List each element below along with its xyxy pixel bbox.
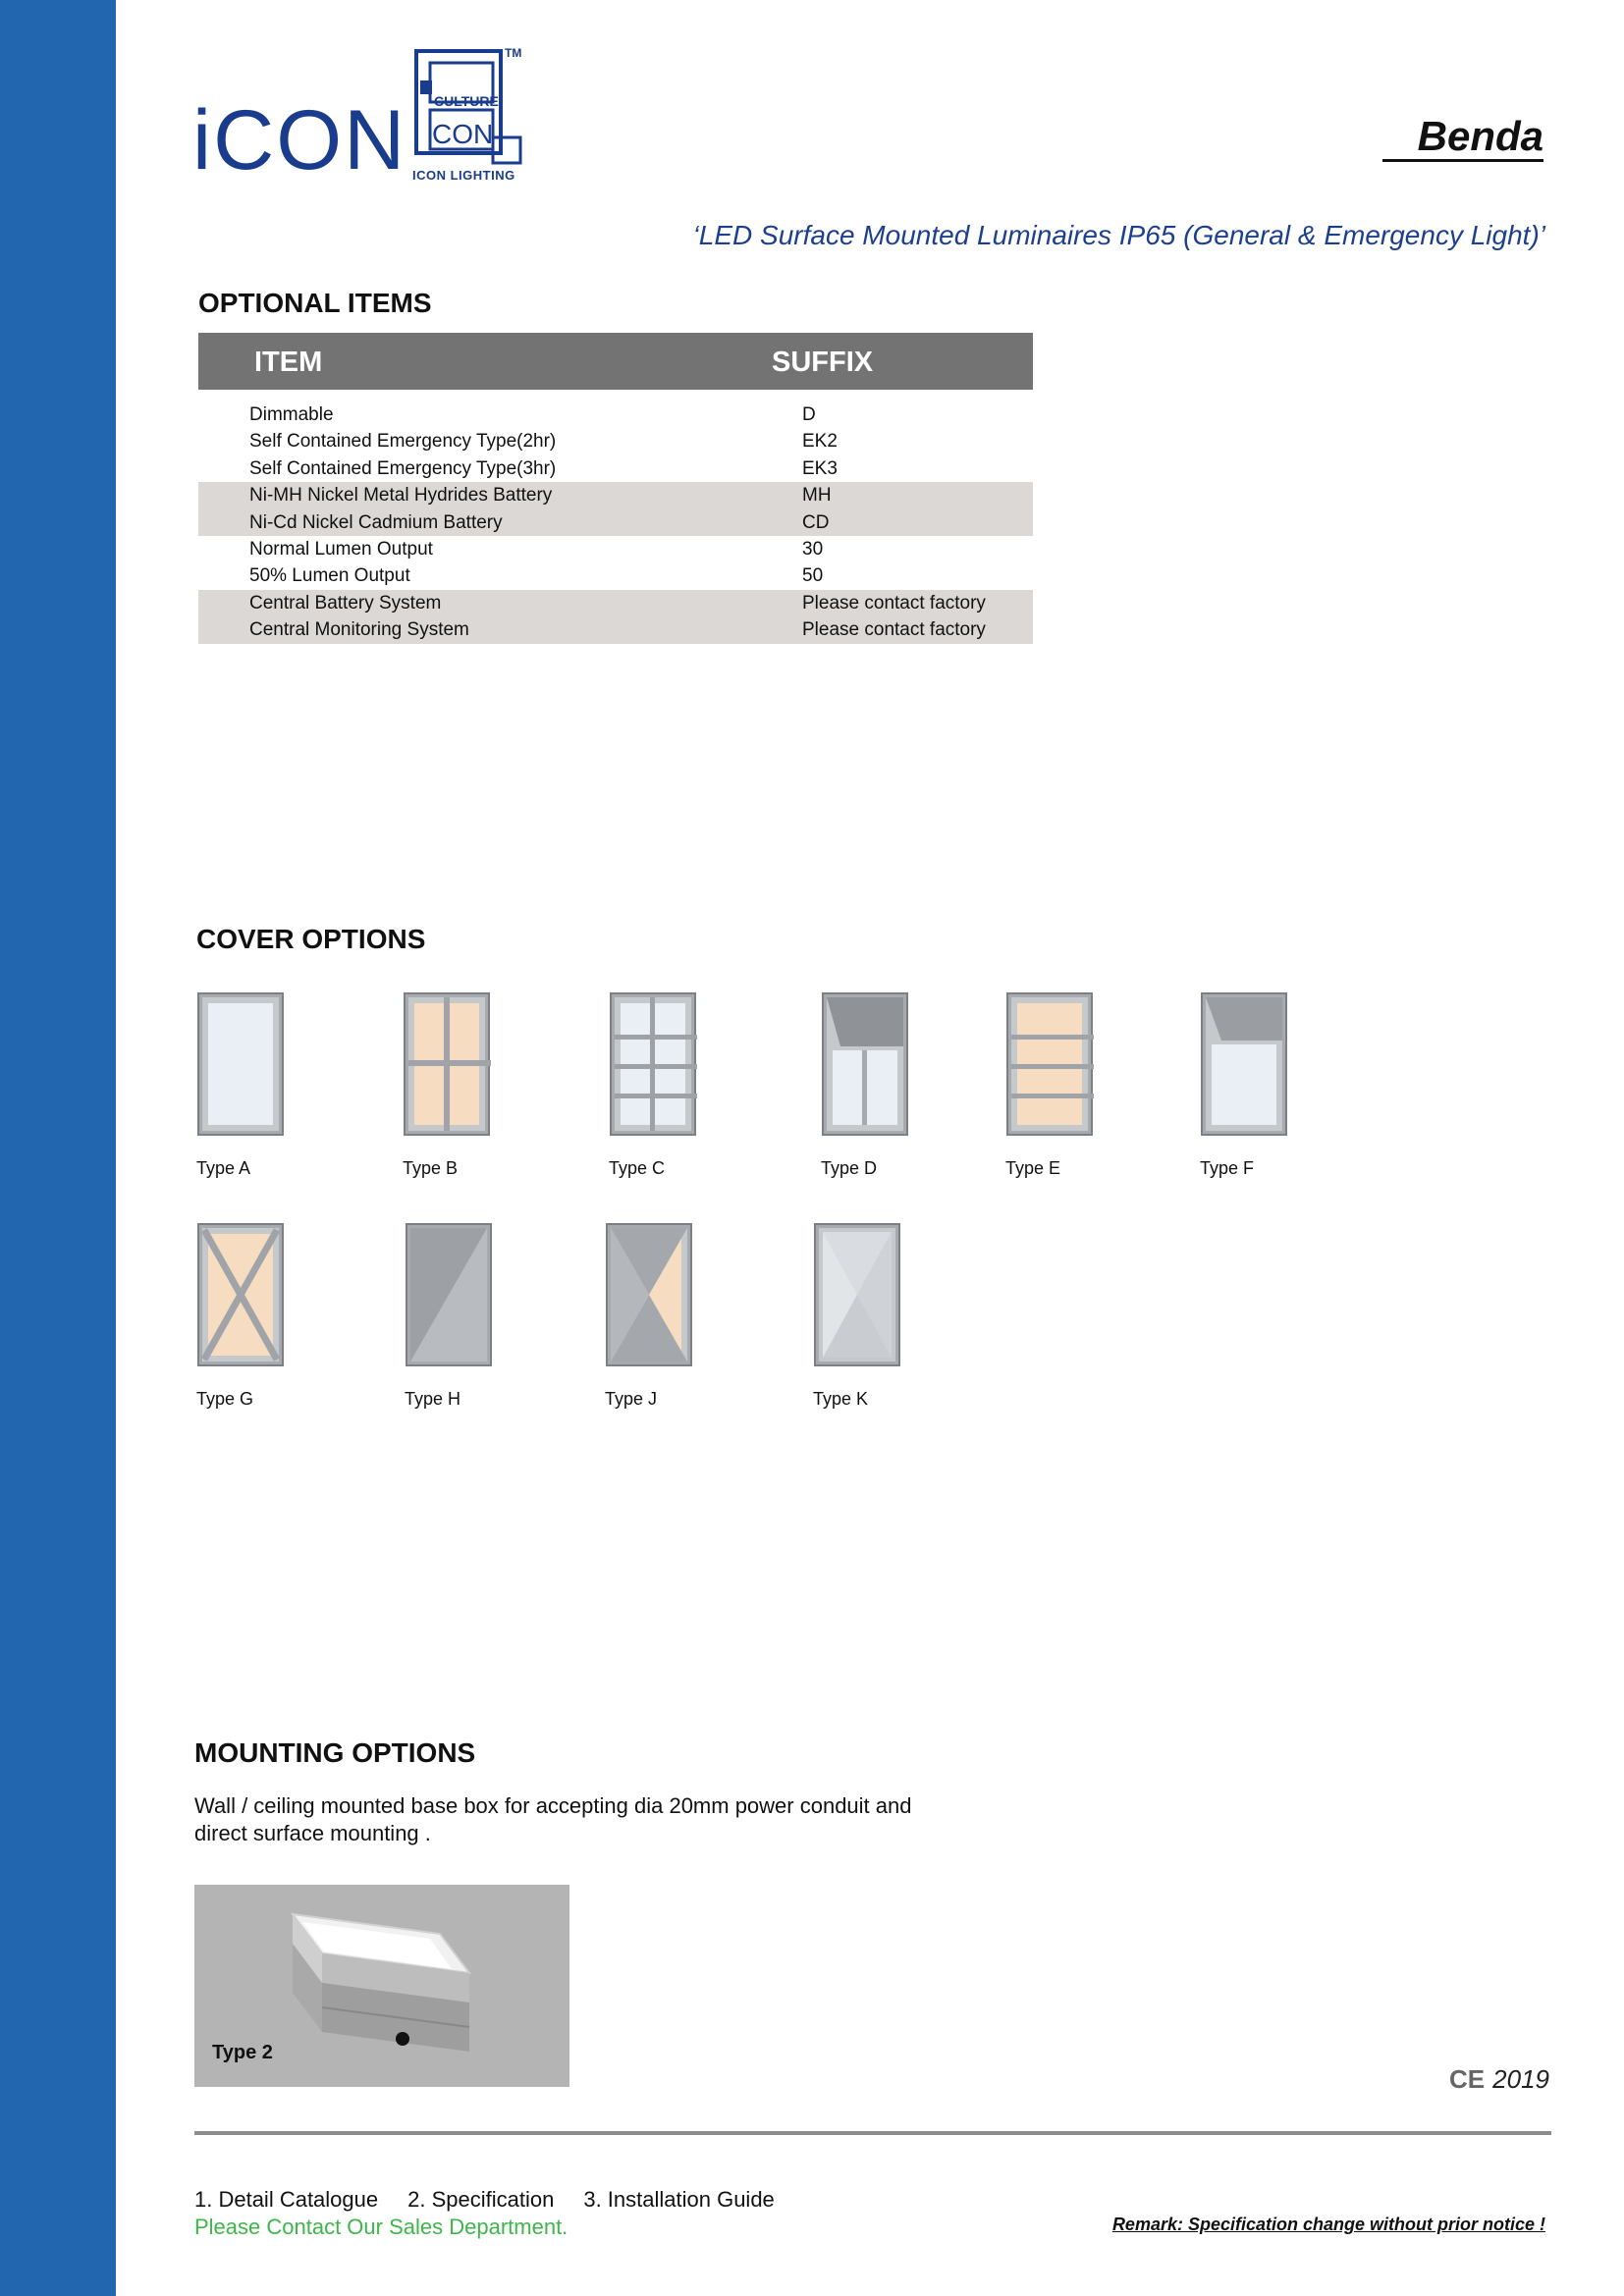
ce-year: 2019 (1492, 2064, 1549, 2094)
product-name: Benda (1382, 114, 1543, 162)
mounting-base-box-image (194, 1885, 569, 2087)
row-suffix: D (802, 404, 816, 425)
mounting-description: Wall / ceiling mounted base box for accepting dia 20mm power conduit and direct surface mounting . (194, 1793, 912, 1845)
luminaire-cover-image (403, 991, 491, 1137)
product-subtitle: ‘LED Surface Mounted Luminaires IP65 (General & Emergency Light)’ (692, 220, 1545, 250)
cover-type-label: Type H (405, 1389, 461, 1409)
table-row (198, 401, 1033, 428)
table-row (198, 428, 1033, 454)
table-row (198, 509, 1033, 536)
header-suffix: SUFFIX (772, 347, 874, 378)
cover-option-type-c (609, 991, 697, 1179)
table-row (198, 536, 1033, 562)
row-suffix: EK3 (802, 457, 838, 479)
ce-mark-icon: CE (1449, 2064, 1486, 2094)
table-row (198, 616, 1033, 643)
cover-option-type-b (403, 991, 491, 1179)
row-suffix: EK2 (802, 431, 838, 453)
cover-type-label: Type K (813, 1389, 869, 1409)
cover-type-label: Type B (403, 1158, 459, 1178)
table-row (198, 455, 1033, 482)
row-item: Dimmable (249, 404, 334, 425)
footer-divider (194, 2131, 1551, 2135)
link-installation-guide[interactable]: 3. Installation Guide (583, 2187, 775, 2212)
optional-items-table (198, 333, 1033, 644)
luminaire-cover-image (405, 1222, 493, 1367)
header-item: ITEM (254, 347, 323, 378)
table-body (198, 390, 1033, 644)
footer-links (194, 2187, 804, 2213)
row-item: Ni-Cd Nickel Cadmium Battery (249, 511, 503, 533)
left-sidebar-band (0, 0, 116, 2296)
cover-type-label: Type E (1005, 1158, 1061, 1178)
cover-type-label: Type A (196, 1158, 251, 1178)
link-detail-catalogue[interactable]: 1. Detail Catalogue (194, 2187, 379, 2212)
row-item: Central Battery System (249, 592, 442, 614)
cover-options-title: COVER OPTIONS (196, 924, 426, 954)
logo-culture-text: CULTURE (434, 93, 499, 109)
mounting-options-title: MOUNTING OPTIONS (194, 1737, 476, 1768)
cover-option-type-g (196, 1222, 285, 1410)
link-specification[interactable]: 2. Specification (407, 2187, 555, 2212)
row-item: 50% Lumen Output (249, 565, 410, 587)
luminaire-cover-image (605, 1222, 693, 1367)
luminaire-cover-image (196, 991, 285, 1137)
cover-type-label: Type J (605, 1389, 658, 1409)
luminaire-cover-image (1005, 991, 1094, 1137)
row-item: Normal Lumen Output (249, 538, 433, 560)
cover-option-type-a (196, 991, 285, 1179)
cover-option-type-f (1200, 991, 1288, 1179)
footer-contact: Please Contact Our Sales Department. (194, 2215, 568, 2239)
luminaire-cover-image (821, 991, 909, 1137)
ce-certification (1449, 2064, 1549, 2095)
luminaire-cover-image (609, 991, 697, 1137)
row-suffix: Please contact factory (802, 592, 986, 614)
logo-tm-text: TM (505, 46, 522, 60)
cover-option-type-d (821, 991, 909, 1179)
table-row (198, 482, 1033, 508)
row-item: Ni-MH Nickel Metal Hydrides Battery (249, 485, 553, 507)
luminaire-cover-image (1200, 991, 1288, 1137)
row-item: Central Monitoring System (249, 619, 469, 641)
table-header (198, 333, 1033, 390)
brand-logo-text: iCON (192, 93, 407, 187)
row-item: Self Contained Emergency Type(3hr) (249, 457, 557, 479)
luminaire-cover-image (196, 1222, 285, 1367)
row-suffix: 30 (802, 538, 824, 560)
logo-subtitle: ICON LIGHTING (412, 168, 515, 183)
optional-items-title: OPTIONAL ITEMS (198, 288, 432, 318)
cover-type-label: Type G (196, 1389, 254, 1409)
cover-option-type-k (813, 1222, 901, 1410)
row-suffix: MH (802, 485, 832, 507)
luminaire-cover-image (813, 1222, 901, 1367)
table-row (198, 590, 1033, 616)
footer-remark: Remark: Specification change without prior notice ! (1111, 2215, 1545, 2234)
logo-con-text: CON (432, 119, 494, 149)
cover-type-label: Type F (1200, 1158, 1255, 1178)
row-suffix: 50 (802, 565, 824, 587)
mounting-type-label: Type 2 (212, 2042, 273, 2063)
row-suffix: CD (802, 511, 830, 533)
icon-culture-logo-mark (410, 45, 528, 183)
cover-type-label: Type C (609, 1158, 666, 1178)
cover-option-type-j (605, 1222, 693, 1410)
row-suffix: Please contact factory (802, 619, 986, 641)
cover-option-type-h (405, 1222, 493, 1410)
cover-type-label: Type D (821, 1158, 878, 1178)
table-row (198, 562, 1033, 589)
cover-option-type-e (1005, 991, 1094, 1179)
row-item: Self Contained Emergency Type(2hr) (249, 431, 557, 453)
